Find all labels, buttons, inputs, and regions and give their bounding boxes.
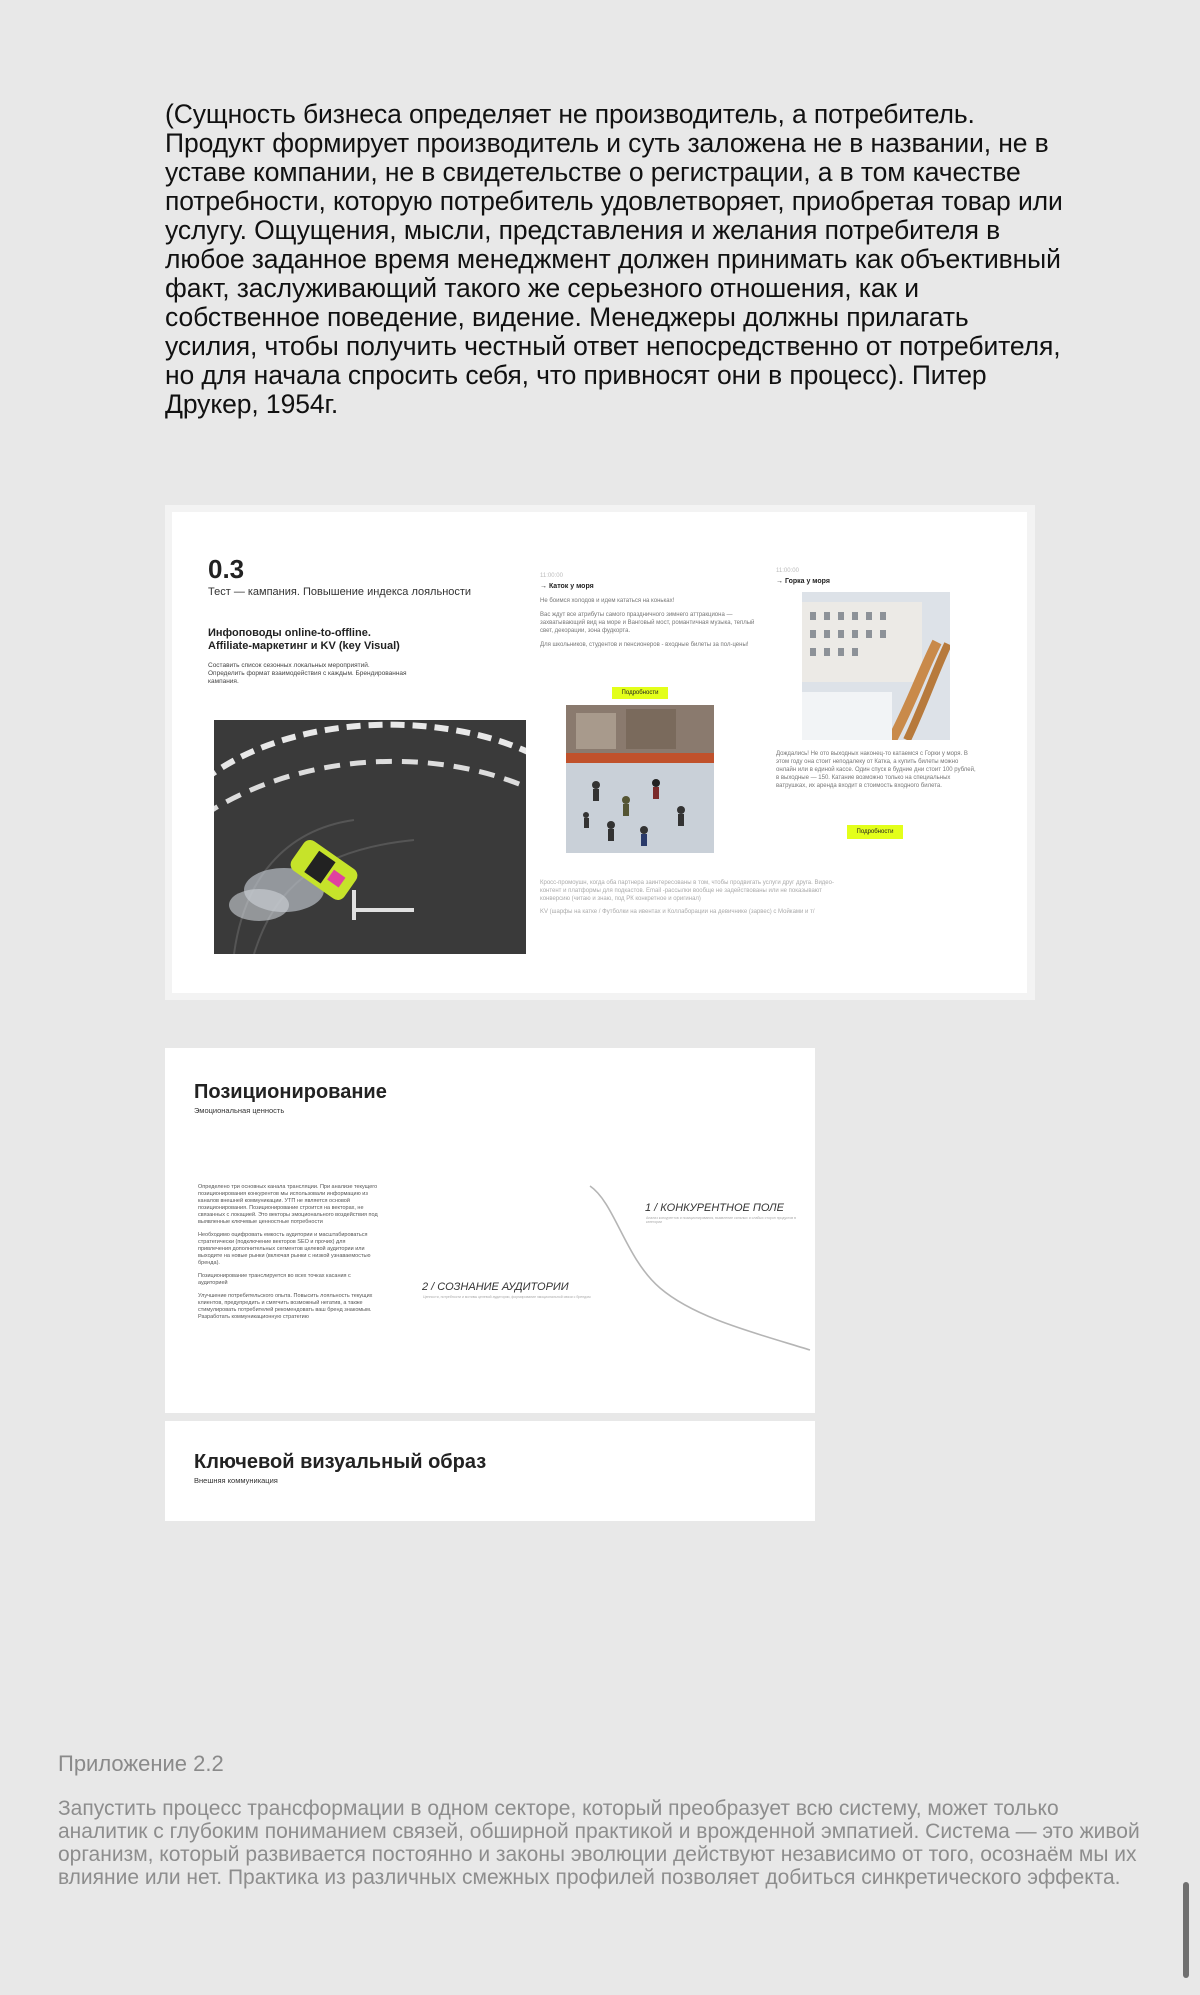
- event-title: → Горка у моря: [776, 578, 830, 585]
- footer-text-2: KV (шарфы на катке / Футболки на ивентах и Коллаборации на девичнике (зарвес) с Мойками и т/: [540, 909, 815, 915]
- slide-campaign: [172, 512, 1027, 993]
- slide-key-visual: [165, 1421, 815, 1521]
- slide-heading: [208, 627, 438, 653]
- event-time: 11:00:00: [540, 573, 563, 579]
- slide-heading-line-2: Affiliate-маркетинг и KV (key Visual): [208, 640, 400, 652]
- appendix-title: Приложение 2.2: [58, 1751, 224, 1776]
- paragraph: Необходимо оцифровать емкость аудитории и масштабироваться стратегически (подключение векторов SEO и прочих) для привлечения дополнительных сегментов целевой аудитории или выходите на новые рынки (включая рынки с низкой узнаваемостью бренда).: [198, 1232, 371, 1266]
- event-slide: [776, 567, 976, 586]
- slide-text: Составить список сезонных локальных мероприятий. Определить формат взаимодействия с каждым. Брендированная кампания.: [208, 662, 407, 685]
- paragraph: Позиционирование транслируется во всех точках касания с аудиторией: [198, 1273, 351, 1286]
- winter-slide-photo: [802, 592, 950, 740]
- event-title: → Каток у моря: [540, 583, 594, 590]
- event-time: 11:00:00: [776, 568, 799, 574]
- slide-details-button[interactable]: Подробности: [847, 825, 903, 839]
- audience-awareness-note: Ценности, потребности и мотивы целевой аудитории, формирование эмоциональной связи с брендом: [423, 1295, 591, 1299]
- slide-subtitle: Эмоциональная ценность: [194, 1106, 285, 1115]
- ice-rink-details-button[interactable]: Подробности: [612, 687, 668, 699]
- competitive-field-label: 1 / КОНКУРЕНТНОЕ ПОЛЕ: [645, 1202, 784, 1214]
- slide-heading-line-1: Инфоповоды online-to-offline.: [208, 627, 371, 639]
- event-ice-rink: [540, 572, 765, 649]
- slide-positioning: [165, 1048, 815, 1413]
- footer-text-1: Кросс-промоушн, когда оба партнера заинтересованы в том, чтобы продвигать услуги друг друга. Видео-контент и платформы для подкастов. Email -рассылки вообще не задействованы или не показывают конверсию (читаю и знаю, под РК конкретное и оригинал): [540, 880, 834, 902]
- paragraph: Определено три основных канала трансляции. При анализе текущего позиционирования конкурентов мы использовали информацию из каналов внешней коммуникации. УТП не является основой позиционирования. Позиционирование строится на векторах, не связанных с локацией. Это векторы эмоционального воздействия под выявленные ключевые ценностные потребности: [198, 1184, 378, 1225]
- event-text-2: Вас ждут все атрибуты самого праздничного зимнего аттракциона — захватывающий вид на море и Ванговый мост, романтичная музыка, теплый свет, декорации, зона фудкорта.: [540, 612, 755, 634]
- slide-subtitle: Внешняя коммуникация: [194, 1476, 278, 1485]
- ice-rink-photo: [566, 705, 714, 853]
- audience-awareness-label: 2 / СОЗНАНИЕ АУДИТОРИИ: [422, 1281, 569, 1293]
- slide-title: Ключевой визуальный образ: [194, 1451, 487, 1473]
- slide-footer: [540, 879, 840, 916]
- drift-car-photo: [214, 720, 526, 954]
- event-slide-text: Дождались! Не ото выходных наконец-то катаемся с Горки у моря. В этом году она стоит неподалеку от Катка, а купить билеты можно онлайн или в единой кассе. Один спуск в будние дни стоит 100 рублей, в выходные — 150. Катание возможно только на специальных ватрушках, их аренда входит в стоимость входного билета.: [776, 751, 976, 789]
- scrollbar-thumb[interactable]: [1183, 1882, 1189, 1978]
- competitive-field-note: Анализ конкурентов и позиционирования, выявление сильных и слабых сторон продуктов в категории: [646, 1216, 796, 1224]
- slide-title: Позиционирование: [194, 1081, 387, 1103]
- event-text-3: Для школьников, студентов и пенсионеров - входные билеты за пол-цены!: [540, 642, 749, 648]
- slide-number: 0.3: [208, 554, 245, 584]
- slide-text: [198, 1184, 378, 1327]
- drucker-quote: (Сущность бизнеса определяет не производитель, а потребитель. Продукт формирует производитель и суть заложена не в названии, не в уставе компании, не в свидетельстве о регистрации, а в том качестве потребности, которую потребитель удовлетворяет, приобретая товар или услугу. Ощущения, мысли, представления и желания потребителя в любое заданное время менеджмент должен принимать как объективный факт, заслуживающий такого же серьезного отношения, как и собственное поведение, видение. Менеджеры должны прилагать усилия, чтобы получить честный ответ непосредственно от потребителя, но для начала спросить себя, что привносят они в процесс). Питер Друкер, 1954г.: [165, 99, 1063, 419]
- appendix-text: Запустить процесс трансформации в одном секторе, который преобразует всю систему, может только аналитик с глубоким пониманием связей, обширной практикой и врожденной эмпатией. Система — это живой организм, который развивается постоянно и законы эволюции действуют независимо от того, осознаём мы их влияние или нет. Практика из различных смежных профилей позволяет добиться синкретического эффекта.: [58, 1797, 1140, 1889]
- slide-campaign-frame: [165, 505, 1035, 1000]
- event-text-1: Не боимся холодов и идем кататься на коньках!: [540, 598, 675, 604]
- slide-subtitle: Тест — кампания. Повышение индекса лояльности: [208, 586, 472, 598]
- paragraph: Улучшение потребительского опыта. Повысить лояльность текущих клиентов, предупредить и смягчить возможный негатив, а также стимулировать потребителей рекомендовать ваш бренд знакомым. Разработать коммуникационную стратегию: [198, 1293, 373, 1320]
